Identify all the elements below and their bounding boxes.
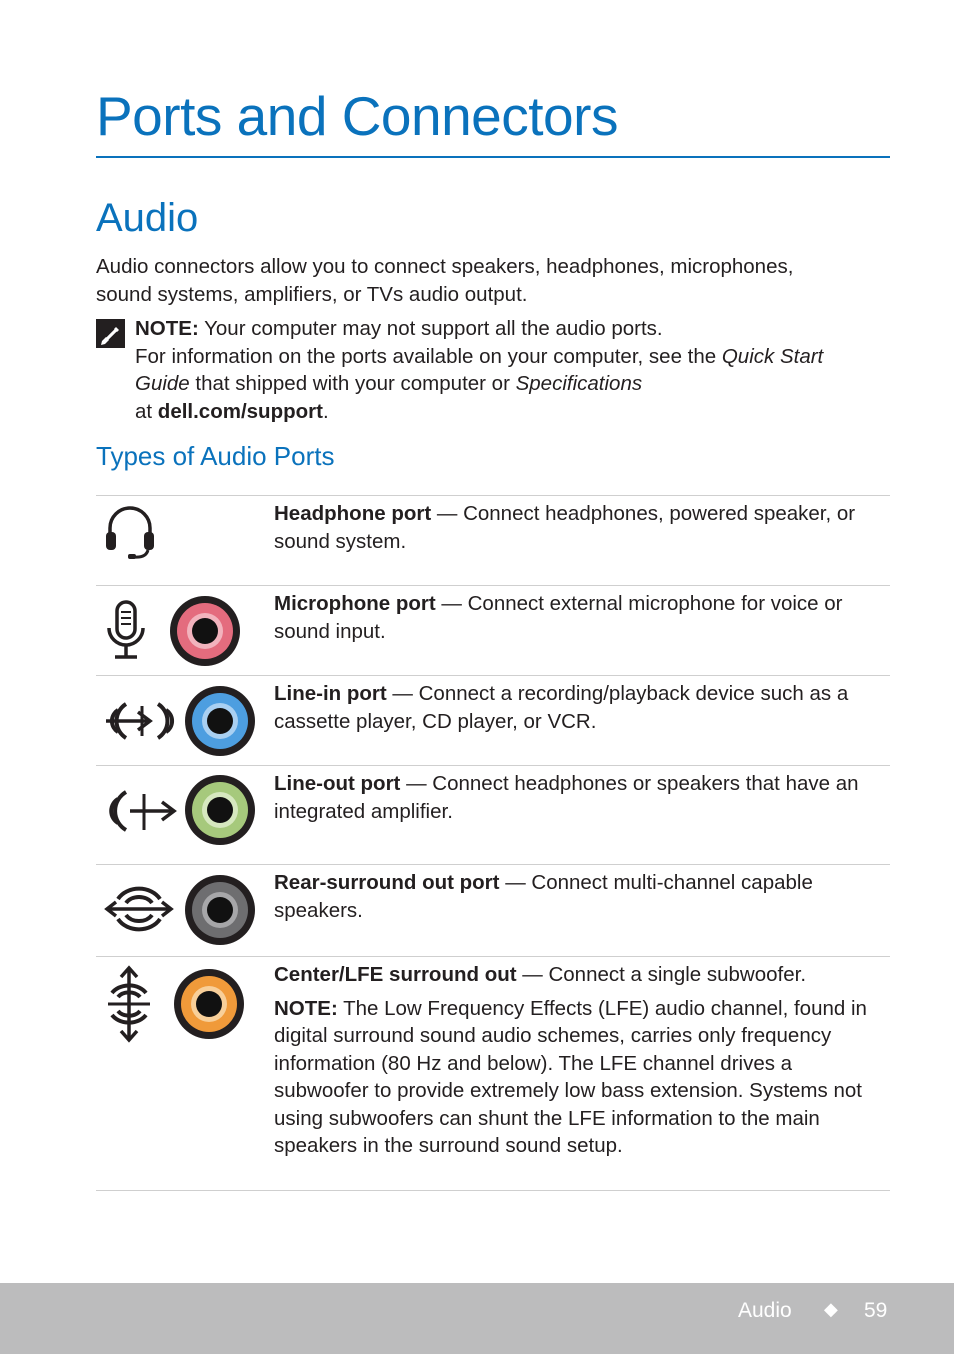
line-in-jack-icon — [184, 685, 256, 757]
port-row-rear-surround — [96, 864, 890, 956]
note-line2a: For information on the ports available on your computer, see the — [135, 344, 722, 368]
title-rule — [96, 156, 890, 158]
port-description: — Connect external microphone for voice or sound input. — [274, 592, 843, 643]
port-desc — [274, 680, 884, 735]
audio-ports-table — [96, 495, 890, 1191]
line-out-icon — [104, 786, 178, 836]
microphone-icon — [104, 600, 148, 662]
port-row-headphone — [96, 495, 890, 585]
lfe-note-text: The Low Frequency Effects (LFE) audio channel, found in digital surround sound audio schemes, carries only frequency information (80 Hz and below). The LFE channel drives a subwoofer to provide extremely low bass extension. Systems not using subwoofers can shunt the LFE information to the main speakers in the surround sound setup. — [274, 996, 867, 1157]
port-name: Line-out port — [274, 772, 401, 795]
port-row-microphone — [96, 585, 890, 675]
port-name: Microphone port — [274, 592, 436, 615]
note-label: NOTE: — [135, 317, 199, 340]
port-desc — [274, 770, 884, 825]
center-lfe-jack-icon — [173, 968, 245, 1040]
footer-diamond-icon: ◆ — [824, 1299, 838, 1319]
note-line1: Your computer may not support all the audio ports. — [198, 317, 663, 340]
lfe-note-label: NOTE: — [274, 996, 338, 1020]
center-lfe-icon — [104, 965, 154, 1043]
note-pencil-icon — [96, 319, 125, 348]
headphone-icon — [104, 504, 156, 560]
section-title: Audio — [96, 196, 199, 240]
port-description: — Connect headphones, powered speaker, or sound system. — [274, 502, 856, 553]
rear-surround-jack-icon — [184, 874, 256, 946]
note-text — [135, 315, 855, 425]
port-description: — Connect a recording/playback device such as a cassette player, CD player, or VCR. — [274, 682, 849, 733]
specifications: Specifications — [515, 372, 643, 395]
port-description: — Connect headphones or speakers that have an integrated amplifier. — [274, 772, 859, 823]
page-title: Ports and Connectors — [96, 85, 618, 147]
rear-surround-icon — [104, 881, 174, 939]
subsection-title: Types of Audio Ports — [96, 441, 335, 471]
port-row-line-in — [96, 675, 890, 765]
port-row-center-lfe — [96, 956, 890, 1191]
page-footer — [0, 1283, 954, 1354]
footer-section: Audio — [738, 1299, 792, 1322]
port-desc — [274, 590, 884, 645]
line-out-jack-icon — [184, 774, 256, 846]
note-line2c: at — [135, 399, 158, 423]
line-in-icon — [104, 696, 180, 746]
microphone-jack-icon — [169, 595, 241, 667]
port-name: Line-in port — [274, 682, 387, 705]
page-number: 59 — [864, 1299, 888, 1322]
port-row-line-out — [96, 765, 890, 864]
note-end: . — [322, 399, 329, 423]
port-description: — Connect a single subwoofer. — [516, 963, 807, 986]
support-link[interactable]: dell.com/support — [157, 399, 323, 423]
port-desc — [274, 961, 884, 1160]
port-desc — [274, 500, 884, 555]
port-name: Rear-surround out port — [274, 871, 500, 894]
port-name: Headphone port — [274, 502, 432, 525]
note-line2b: that shipped with your computer or — [189, 372, 516, 395]
intro-text: Audio connectors allow you to connect speakers, headphones, microphones, sound systems, amplifiers, or TVs audio output. — [96, 255, 794, 306]
port-desc — [274, 869, 884, 924]
port-name: Center/LFE surround out — [274, 963, 517, 986]
port-description: — Connect multi-channel capable speakers. — [274, 871, 813, 922]
quick-start-guide: Quick Start Guide — [135, 344, 824, 395]
